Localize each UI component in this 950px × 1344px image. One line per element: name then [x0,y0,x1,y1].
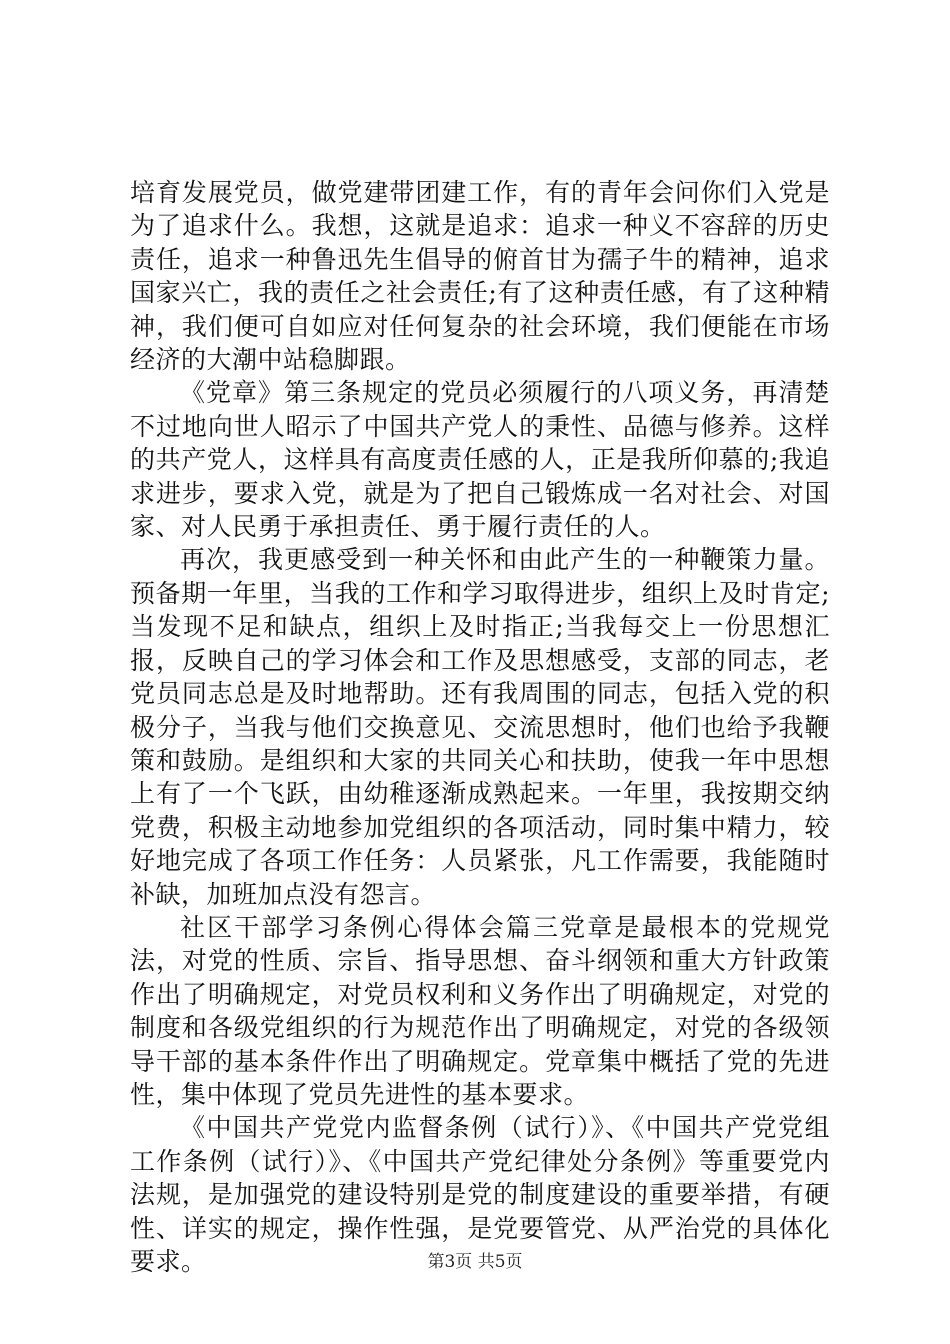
document-body [130,176,830,1278]
page-number-label: 第3页 共5页 [427,1252,523,1272]
paragraph-3: 再次，我更感受到一种关怀和由此产生的一种鞭策力量。预备期一年里，当我的工作和学习取得进步，组织上及时肯定;当发现不足和缺点，组织上及时指正;当我每交上一份思想汇报，反映自己的学习体会和工作及思想感受，支部的同志，老党员同志总是及时地帮助。还有我周围的同志，包括入党的积极分子，当我与他们交换意见、交流思想时，他们也给予我鞭策和鼓励。是组织和大家的共同关心和扶助，使我一年中思想上有了一个飞跃，由幼稚逐渐成熟起来。一年里，我按期交纳党费，积极主动地参加党组织的各项活动，同时集中精力，较好地完成了各项工作任务：人员紧张，凡工作需要，我能随时补缺，加班加点没有怨言。 [130,545,830,909]
page-footer [0,1247,950,1272]
paragraph-5: 《中国共产党党内监督条例（试行）》、《中国共产党党组工作条例（试行）》、《中国共产党纪律处分条例》等重要党内法规，是加强党的建设特别是党的制度建设的重要举措，有硬性、详实的规定，操作性强，是党要管党、从严治党的具体化要求。 [130,1113,830,1276]
paragraph-1: 培育发展党员，做党建带团建工作，有的青年会问你们入党是为了追求什么。我想，这就是追求：追求一种义不容辞的历史责任，追求一种鲁迅先生倡导的俯首甘为孺子牛的精神，追求国家兴亡，我的责任之社会责任;有了这种责任感，有了这种精神，我们便可自如应对任何复杂的社会环境，我们便能在市场经济的大潮中站稳脚跟。 [130,178,830,375]
paragraph-4: 社区干部学习条例心得体会篇三党章是最根本的党规党法，对党的性质、宗旨、指导思想、奋斗纲领和重大方针政策作出了明确规定，对党员权利和义务作出了明确规定，对党的制度和各级党组织的行为规范作出了明确规定，对党的各级领导干部的基本条件作出了明确规定。党章集中概括了党的先进性，集中体现了党员先进性的基本要求。 [130,912,830,1109]
paragraph-2: 《党章》第三条规定的党员必须履行的八项义务，再清楚不过地向世人昭示了中国共产党人的秉性、品德与修养。这样的共产党人，这样具有高度责任感的人，正是我所仰慕的;我追求进步，要求入党，就是为了把自己锻炼成一名对社会、对国家、对人民勇于承担责任、勇于履行责任的人。 [130,378,830,542]
